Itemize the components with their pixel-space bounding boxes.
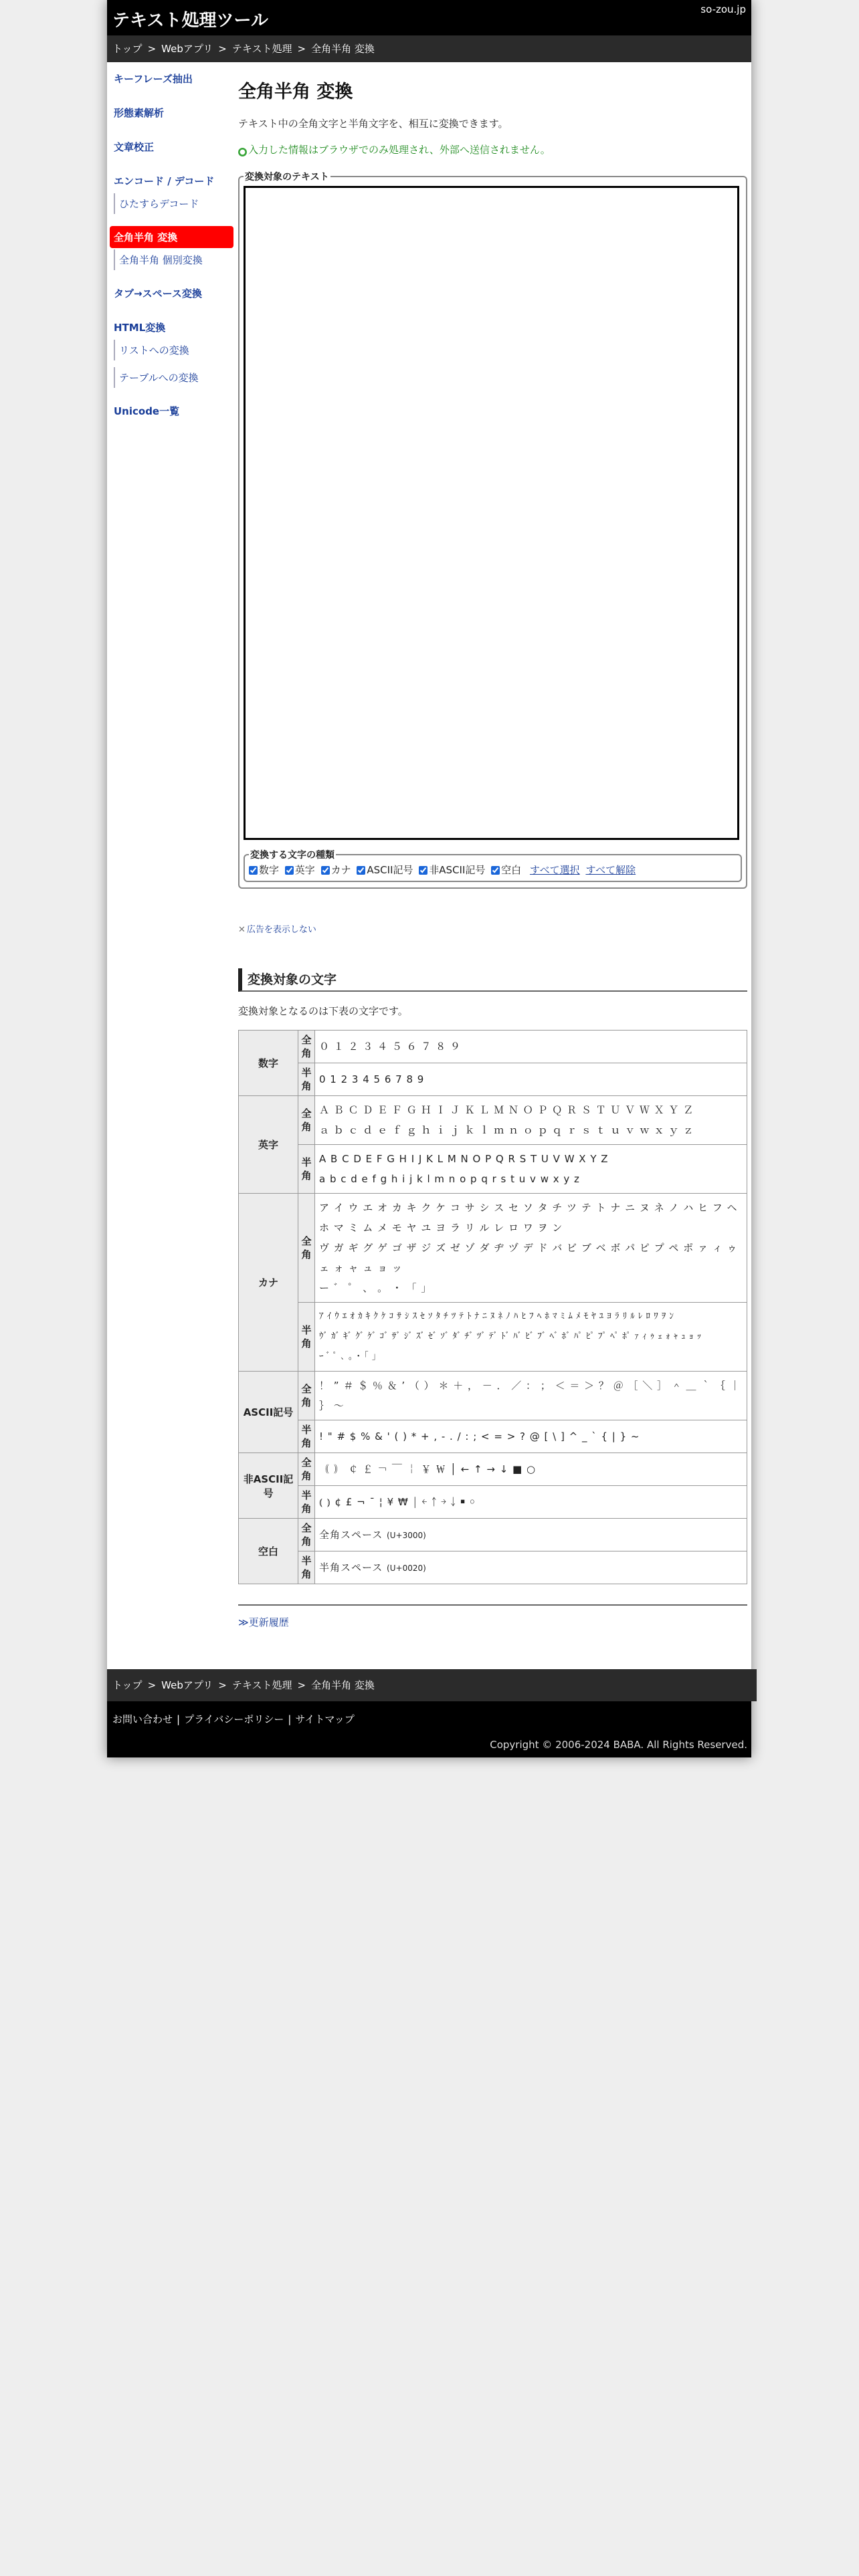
chars-line: ｰ ﾞ ﾟ ､ ｡ ･ ｢ ｣ <box>319 1352 377 1362</box>
sidebar <box>107 62 236 434</box>
chars-cell <box>315 1303 747 1372</box>
input-legend: 変換対象のテキスト <box>245 172 329 183</box>
sidebar-group <box>107 226 236 270</box>
kind-label: 数字 <box>259 864 280 876</box>
sidebar-item-proofreading[interactable]: 文章校正 <box>114 141 155 153</box>
width-kind-cell: 半角 <box>298 1063 315 1096</box>
sidebar-subitem-table-convert[interactable]: テーブルへの変換 <box>114 367 236 388</box>
footer-divider: | <box>288 1713 292 1725</box>
chars-line: ｱ ｲ ｳ ｴ ｵ ｶ ｷ ｸ ｹ ｺ ｻ ｼ ｽ ｾ ｿ ﾀ ﾁ ﾂ ﾃ ﾄ ﾅ ﾆ ﾇ ﾈ ﾉ ﾊ ﾋ ﾌ ﾍ ﾎ ﾏ ﾐ ﾑ ﾒ ﾓ ﾔ ﾕ ﾖ ﾗ ﾘ ﾙ ﾚ ﾛ ﾜ ｦ ﾝ <box>319 1311 674 1321</box>
sidebar-group <box>107 102 236 124</box>
chars-cell <box>315 1145 747 1194</box>
table-row <box>239 1519 747 1551</box>
sidebar-group <box>107 170 236 214</box>
privacy-policy-link[interactable]: プライバシーポリシー <box>184 1713 284 1725</box>
chars-cell <box>315 1063 747 1096</box>
site-footer <box>107 1701 751 1757</box>
chars-line: ｟ ｠ ￠ ￡ ￢ ￣ ￤ ￥ ￦ │ ← ↑ → ↓ ■ ○ <box>319 1463 537 1475</box>
chars-cell <box>315 1372 747 1420</box>
contact-link[interactable]: お問い合わせ <box>112 1713 173 1725</box>
privacy-notice-text: 入力した情報はブラウザでのみ処理され、外部へ送信されません。 <box>248 144 551 156</box>
width-kind-cell: 半角 <box>298 1551 315 1584</box>
table-row <box>239 1486 747 1519</box>
category-cell: 英字 <box>239 1096 298 1194</box>
chars-line: ａ ｂ ｃ ｄ ｅ ｆ ｇ ｈ ｉ ｊ ｋ ｌ ｍ ｎ ｏ ｐ ｑ ｒ ｓ ｔ ｕ ｖ ｗ ｘ ｙ ｚ <box>319 1124 694 1136</box>
category-cell: ASCII記号 <box>239 1372 298 1453</box>
chars-line: ｳﾞ ｶﾞ ｷﾞ ｸﾞ ｹﾞ ｺﾞ ｻﾞ ｼﾞ ｽﾞ ｾﾞ ｿﾞ ﾀﾞ ﾁﾞ ﾂﾞ ﾃﾞ ﾄﾞ ﾊﾞ ﾋﾞ ﾌﾞ ﾍﾞ ﾎﾞ ﾊﾟ ﾋﾟ ﾌﾟ ﾍﾟ ﾎﾟ ｧ ｨ ｩ ｪ ｫ ｬ ｭ ｮ ｯ <box>319 1331 702 1341</box>
table-row <box>239 1372 747 1420</box>
text-input[interactable] <box>244 186 739 840</box>
footer-divider: | <box>177 1713 181 1725</box>
privacy-notice <box>238 142 747 156</box>
kind-label: 非ASCII記号 <box>429 864 486 876</box>
width-kind-cell: 全角 <box>298 1372 315 1420</box>
double-chevron-icon: ≫ <box>238 1616 249 1628</box>
sidebar-subitem-individual-convert[interactable]: 全角半角 個別変換 <box>114 249 236 270</box>
sidebar-group <box>107 316 236 388</box>
breadcrumb-link[interactable]: テキスト処理 <box>231 43 292 55</box>
copyright: Copyright © 2006-2024 BABA. All Rights Reserved. <box>490 1739 747 1751</box>
table-row <box>239 1145 747 1194</box>
breadcrumb-separator: > <box>297 43 306 55</box>
chars-line: 0 1 2 3 4 5 6 7 8 9 <box>319 1073 425 1085</box>
chars-cell <box>315 1453 747 1486</box>
width-kind-cell: 半角 <box>298 1420 315 1453</box>
chars-cell <box>315 1194 747 1303</box>
width-kind-cell: 全角 <box>298 1031 315 1063</box>
info-icon: ● <box>238 148 247 156</box>
width-kind-cell: 半角 <box>298 1145 315 1194</box>
hide-ads-link[interactable]: 広告を表示しない <box>246 925 316 935</box>
kind-option-digits[interactable] <box>249 864 279 876</box>
chars-line: a b c d e f g h i j k l m n o p q r s t u v w x y z <box>319 1173 580 1185</box>
breadcrumb-link[interactable]: トップ <box>112 1679 142 1691</box>
page <box>107 0 751 1757</box>
sidebar-item-html-convert[interactable]: HTML変換 <box>114 322 166 334</box>
chars-line: 全角スペース <box>319 1528 383 1541</box>
category-cell: カナ <box>239 1194 298 1372</box>
alpha-checkbox[interactable] <box>285 866 294 875</box>
chars-line: ー ゛ ゜ 、 。 ・ 「 」 <box>319 1282 432 1294</box>
sitemap-link[interactable]: サイトマップ <box>295 1713 355 1725</box>
category-cell: 非ASCII記号 <box>239 1453 298 1519</box>
table-row <box>239 1194 747 1303</box>
code-note: (U+3000) <box>387 1530 426 1540</box>
sidebar-subitem-decode[interactable]: ひたすらデコード <box>114 193 236 214</box>
chars-cell <box>315 1486 747 1519</box>
page-description: テキスト中の全角文字と半角文字を、相互に変換できます。 <box>238 118 508 130</box>
kind-option-space[interactable] <box>491 864 521 876</box>
kinds-fieldset <box>244 848 742 882</box>
chars-line: A B C D E F G H I J K L M N O P Q R S T U V W X Y Z <box>319 1153 609 1165</box>
input-fieldset <box>238 170 747 889</box>
sidebar-item-encode-decode[interactable]: エンコード / デコード <box>114 175 215 187</box>
chars-line: ⦅ ⦆ ¢ £ ¬ ¯ ¦ ¥ ₩ ￨ ￩ ￪ ￫ ￬ ￭ ￮ <box>319 1496 476 1508</box>
code-note: (U+0020) <box>387 1563 426 1573</box>
width-kind-cell: 半角 <box>298 1303 315 1372</box>
width-kind-cell: 全角 <box>298 1519 315 1551</box>
character-table <box>238 1030 747 1584</box>
ascii-symbols-checkbox[interactable] <box>357 866 365 875</box>
kind-option-alpha[interactable] <box>285 864 315 876</box>
digits-checkbox[interactable] <box>249 866 258 875</box>
chars-line: 半角スペース <box>319 1561 383 1574</box>
chars-line: ！ ” ＃ ＄ ％ ＆ ’ （ ） ＊ ＋ ， － ． ／ ： ； ＜ ＝ ＞ ？ ＠ ［ ＼ ］ ＾ ＿ ｀ ｛ ｜ ｝ 〜 <box>319 1380 741 1412</box>
update-history <box>238 1615 747 1629</box>
breadcrumb-separator: > <box>147 43 157 55</box>
footer-breadcrumb <box>107 1669 757 1701</box>
breadcrumb-separator: > <box>147 1679 157 1691</box>
sidebar-item-tab-to-space[interactable]: タブ→スペース変換 <box>114 288 202 300</box>
kana-checkbox[interactable] <box>321 866 330 875</box>
sidebar-group <box>107 68 236 90</box>
table-row <box>239 1303 747 1372</box>
divider <box>238 1604 747 1606</box>
space-checkbox[interactable] <box>491 866 500 875</box>
deselect-all-link[interactable]: すべて解除 <box>585 864 636 876</box>
breadcrumb-current: 全角半角 変換 <box>311 1679 375 1691</box>
category-cell: 空白 <box>239 1519 298 1584</box>
chars-line: ０ １ ２ ３ ４ ５ ６ ７ ８ ９ <box>319 1041 461 1053</box>
section-heading: 変換対象の文字 <box>238 968 747 992</box>
sidebar-item-keyphrase[interactable]: キーフレーズ抽出 <box>114 73 193 85</box>
breadcrumb-separator: > <box>218 1679 227 1691</box>
chars-line: ヴ ガ ギ グ ゲ ゴ ザ ジ ズ ゼ ゾ ダ ヂ ヅ デ ド バ ビ ブ ベ ボ パ ピ プ ペ ポ ァ ィ ゥ ェ ォ ャ ュ ョ ッ <box>319 1242 738 1274</box>
kind-label: 英字 <box>294 864 315 876</box>
breadcrumb <box>107 35 751 62</box>
sidebar-group <box>107 136 236 158</box>
width-kind-cell: 全角 <box>298 1453 315 1486</box>
kind-option-non-ascii-symbols[interactable] <box>419 864 485 876</box>
kinds-legend: 変換する文字の種類 <box>250 850 335 861</box>
chars-cell <box>315 1031 747 1063</box>
table-row <box>239 1453 747 1486</box>
ad-toggle <box>238 922 747 935</box>
chars-cell <box>315 1420 747 1453</box>
breadcrumb-separator: > <box>297 1679 306 1691</box>
table-row <box>239 1063 747 1096</box>
site-title[interactable]: テキスト処理ツール <box>112 11 268 31</box>
chars-cell <box>315 1551 747 1584</box>
site-domain[interactable]: so-zou.jp <box>700 3 746 15</box>
sidebar-item-unicode-list[interactable]: Unicode一覧 <box>114 405 180 417</box>
sidebar-item-zenkaku-hankaku[interactable]: 全角半角 変換 <box>110 226 233 248</box>
chars-line: ア イ ウ エ オ カ キ ク ケ コ サ シ ス セ ソ タ チ ツ テ ト ナ ニ ヌ ネ ノ ハ ヒ フ ヘ ホ マ ミ ム メ モ ヤ ユ ヨ ラ リ ル レ ロ ワ ヲ ン <box>319 1202 738 1234</box>
close-icon[interactable]: ✕ <box>238 925 246 935</box>
kind-label: ASCII記号 <box>367 864 413 876</box>
category-cell: 数字 <box>239 1031 298 1096</box>
width-kind-cell: 半角 <box>298 1486 315 1519</box>
table-row <box>239 1551 747 1584</box>
non-ascii-symbols-checkbox[interactable] <box>419 866 427 875</box>
kind-option-kana[interactable] <box>321 864 351 876</box>
breadcrumb-link[interactable]: トップ <box>112 43 142 55</box>
width-kind-cell: 全角 <box>298 1194 315 1303</box>
sidebar-group <box>107 282 236 304</box>
chars-line: ! " # $ % & ' ( ) * + , - . / : ; < = > ? @ [ \ ] ^ _ ` { | } ~ <box>319 1430 640 1442</box>
kind-label: 空白 <box>501 864 522 876</box>
chars-cell <box>315 1519 747 1551</box>
site-header <box>107 0 751 35</box>
select-all-link[interactable]: すべて選択 <box>529 864 580 876</box>
page-title: 全角半角 変換 <box>238 82 353 102</box>
breadcrumb-link[interactable]: テキスト処理 <box>231 1679 292 1691</box>
width-kind-cell: 全角 <box>298 1096 315 1145</box>
kind-option-ascii-symbols[interactable] <box>357 864 413 876</box>
breadcrumb-current: 全角半角 変換 <box>311 43 375 55</box>
table-row <box>239 1096 747 1145</box>
main-content <box>238 62 747 1629</box>
table-row <box>239 1420 747 1453</box>
breadcrumb-link[interactable]: Webアプリ <box>161 43 213 55</box>
kind-label: カナ <box>330 864 351 876</box>
sidebar-item-morphology[interactable]: 形態素解析 <box>114 107 165 119</box>
sidebar-group <box>107 400 236 422</box>
sidebar-subitem-list-convert[interactable]: リストへの変換 <box>114 340 236 360</box>
section-description: 変換対象となるのは下表の文字です。 <box>238 1005 408 1017</box>
chars-line: Ａ Ｂ Ｃ Ｄ Ｅ Ｆ Ｇ Ｈ Ｉ Ｊ Ｋ Ｌ Ｍ Ｎ Ｏ Ｐ Ｑ Ｒ Ｓ Ｔ Ｕ Ｖ Ｗ Ｘ Ｙ Ｚ <box>319 1104 694 1116</box>
chars-cell <box>315 1096 747 1145</box>
update-history-link[interactable]: 更新履歴 <box>248 1616 289 1628</box>
breadcrumb-separator: > <box>218 43 227 55</box>
table-row <box>239 1031 747 1063</box>
breadcrumb-link[interactable]: Webアプリ <box>161 1679 213 1691</box>
footer-links <box>112 1712 355 1726</box>
